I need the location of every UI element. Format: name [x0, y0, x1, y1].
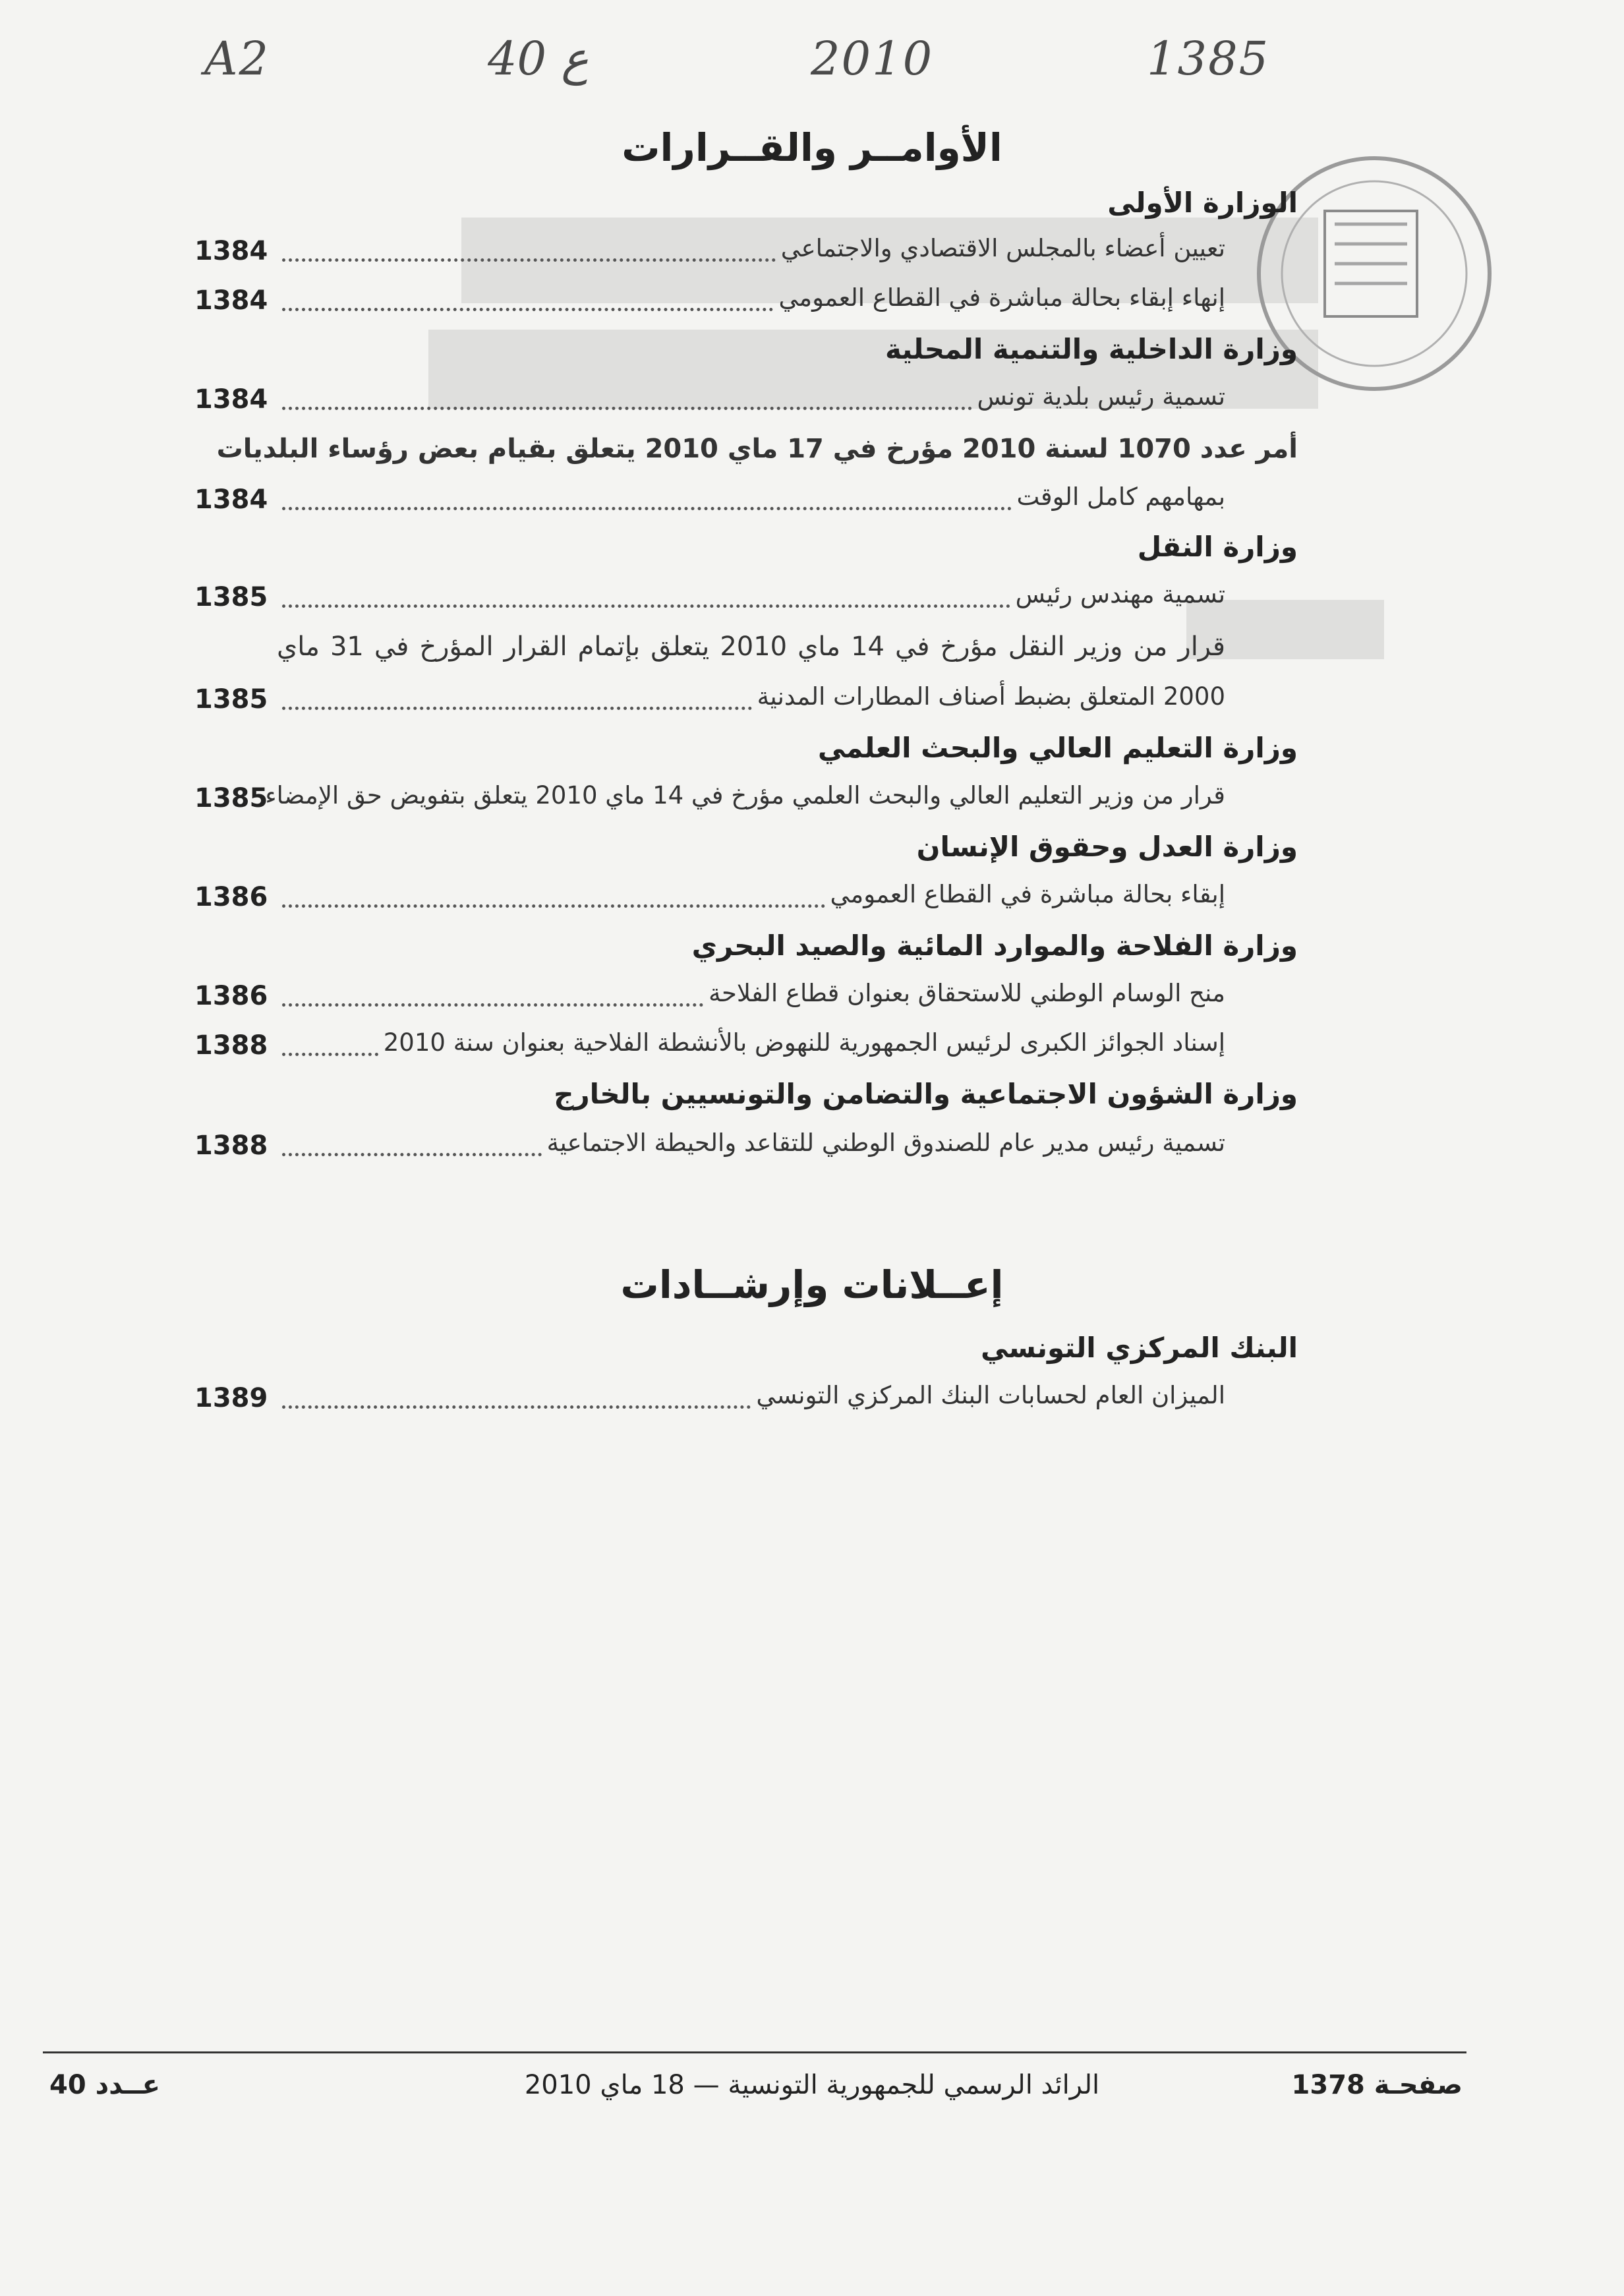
footer-issue-label: عــدد 40: [49, 2070, 160, 2100]
handwritten-page: 1385: [1147, 32, 1270, 86]
leader-dots: [282, 245, 776, 262]
entry-text: تسمية رئيس مدير عام للصندوق الوطني للتقاعد والحيطة الاجتماعية: [546, 1129, 1225, 1157]
leader-dots: [282, 394, 972, 410]
leader-dots: [282, 591, 1010, 608]
decision-line: قرار من وزير النقل مؤرخ في 14 ماي 2010 يتعلق بإتمام القرار المؤرخ في 31 ماي: [277, 632, 1225, 662]
decrees-section-title: الأوامــر والقــرارات: [622, 125, 1002, 170]
toc-entry[interactable]: [277, 483, 1225, 521]
entry-text: إبقاء بحالة مباشرة في القطاع العمومي: [830, 880, 1225, 908]
entry-text: 2000 المتعلق بضبط أصناف المطارات المدنية: [757, 682, 1225, 711]
leader-dots: [282, 891, 825, 908]
footer-rule: [43, 2051, 1466, 2053]
ministry-heading: وزارة الشؤون الاجتماعية والتضامن والتونسيين بالخارج: [554, 1078, 1298, 1110]
ministry-heading: وزارة العدل وحقوق الإنسان: [916, 831, 1298, 863]
notices-section-title: إعــلانات وإرشــادات: [620, 1262, 1004, 1307]
entry-page-number: 1384: [194, 485, 268, 515]
entry-text: تعيين أعضاء بالمجلس الاقتصادي والاجتماعي: [780, 234, 1225, 262]
footer-page-label: صفحـة 1378: [1291, 2070, 1463, 2100]
ministry-heading: وزارة النقل: [1137, 531, 1298, 563]
entry-page-number: 1388: [194, 1030, 268, 1061]
toc-entry[interactable]: [277, 580, 1225, 618]
ministry-heading: الوزارة الأولى: [1107, 187, 1298, 219]
order-line: أمر عدد 1070 لسنة 2010 مؤرخ في 17 ماي 2010 يتعلق بقيام بعض رؤساء البلديات: [216, 434, 1298, 464]
toc-entry[interactable]: [277, 1129, 1225, 1167]
entry-page-number: 1385: [194, 582, 268, 612]
toc-entry[interactable]: [277, 382, 1225, 421]
entry-text: الميزان العام لحسابات البنك المركزي التونسي: [756, 1381, 1225, 1409]
entry-page-number: 1384: [194, 384, 268, 415]
toc-entry[interactable]: [277, 682, 1225, 721]
leader-dots: [282, 295, 773, 311]
leader-dots: [282, 693, 752, 710]
toc-entry[interactable]: [277, 979, 1225, 1017]
toc-entry[interactable]: [277, 880, 1225, 918]
entry-text: قرار من وزير التعليم العالي والبحث العلمي مؤرخ في 14 ماي 2010 يتعلق بتفويض حق الإمضاء: [265, 781, 1225, 809]
toc-entry[interactable]: [277, 1381, 1225, 1419]
ministry-heading: وزارة الفلاحة والموارد المائية والصيد البحري: [691, 929, 1298, 962]
entry-page-number: 1385: [194, 684, 268, 715]
entry-page-number: 1386: [194, 981, 268, 1011]
entry-text: تسمية مهندس رئيس: [1015, 580, 1225, 608]
entry-page-number: 1385: [194, 783, 268, 813]
entry-page-number: 1389: [194, 1383, 268, 1413]
entry-text: منح الوسام الوطني للاستحقاق بعنوان قطاع الفلاحة: [709, 979, 1225, 1007]
leader-dots: [282, 1040, 378, 1056]
entry-text: بمهامهم كامل الوقت: [1016, 483, 1225, 511]
handwritten-year: 2010: [811, 32, 934, 86]
ministry-heading: البنك المركزي التونسي: [981, 1332, 1298, 1364]
entry-text: تسمية رئيس بلدية تونس: [977, 382, 1225, 411]
leader-dots: [282, 1140, 542, 1156]
entry-page-number: 1384: [194, 285, 268, 316]
entry-text: إنهاء إبقاء بحالة مباشرة في القطاع العمومي: [778, 283, 1225, 312]
toc-entry[interactable]: [277, 283, 1225, 322]
leader-dots: [282, 990, 703, 1007]
entry-page-number: 1384: [194, 236, 268, 266]
entry-page-number: 1388: [194, 1131, 268, 1161]
leader-dots: [282, 494, 1012, 510]
leader-dots: [282, 1392, 751, 1409]
ministry-heading: وزارة الداخلية والتنمية المحلية: [884, 333, 1298, 365]
ministry-heading: وزارة التعليم العالي والبحث العلمي: [817, 732, 1298, 764]
entry-text: إسناد الجوائز الكبرى لرئيس الجمهورية للنهوض بالأنشطة الفلاحية بعنوان سنة 2010: [383, 1028, 1225, 1057]
footer-journal: الرائد الرسمي للجمهورية التونسية — 18 ماي 2010: [524, 2070, 1100, 2100]
toc-entry[interactable]: [277, 234, 1225, 272]
entry-page-number: 1386: [194, 882, 268, 912]
handwritten-issue: ع 40: [488, 32, 589, 86]
toc-entry[interactable]: [277, 1028, 1225, 1067]
handwritten-ref: A2: [204, 32, 270, 86]
toc-entry[interactable]: [265, 781, 1225, 819]
